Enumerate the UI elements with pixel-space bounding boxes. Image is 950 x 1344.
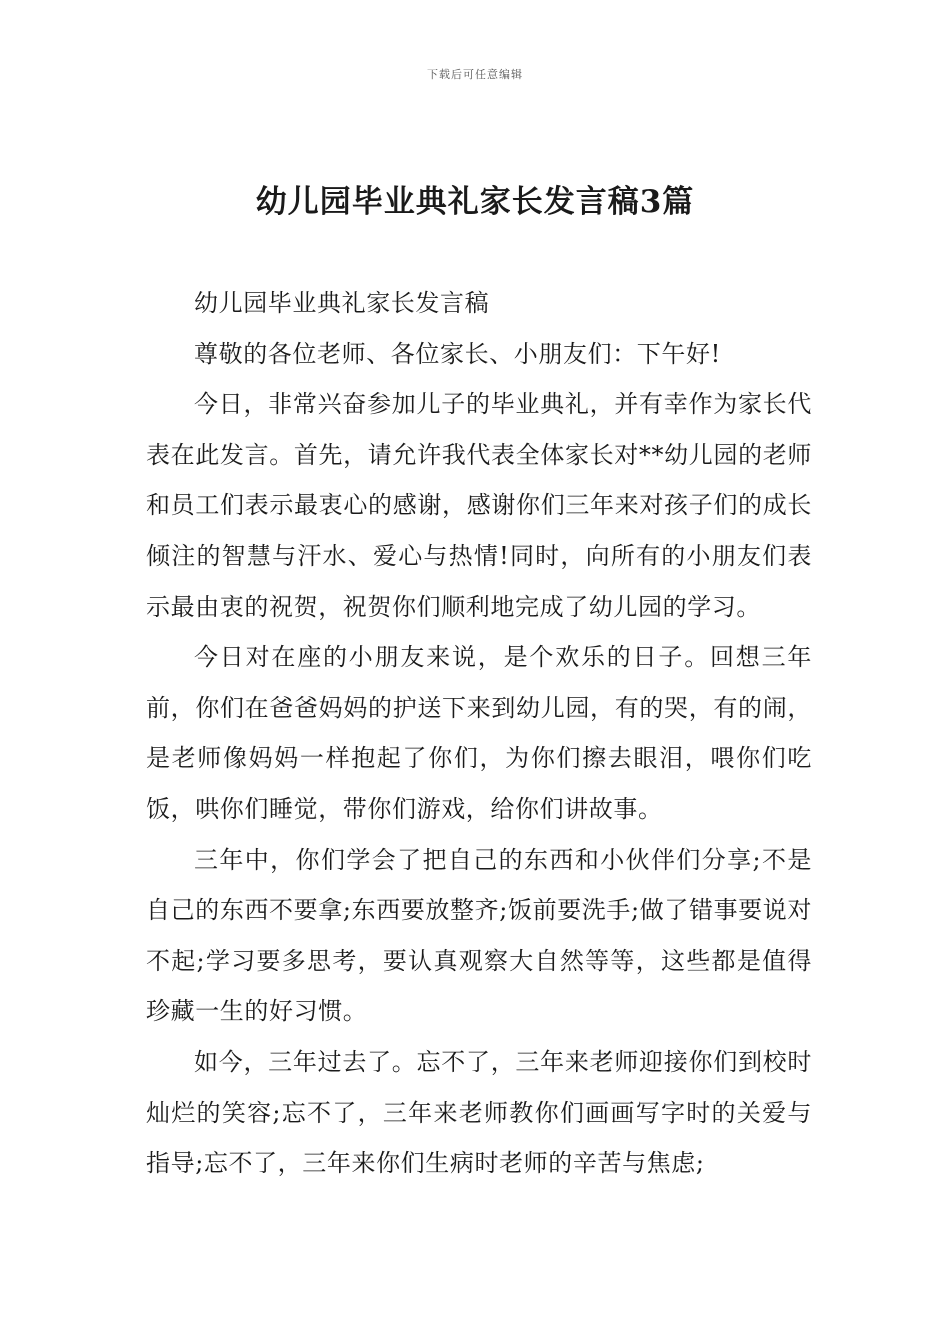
subtitle-paragraph: 幼儿园毕业典礼家长发言稿 [194,289,490,317]
body-paragraph: 如今，三年过去了。忘不了，三年来老师迎接你们到校时灿烂的笑容;忘不了，三年来老师教你们画画写字时的关爱与指导;忘不了，三年来你们生病时老师的辛苦与焦虑; [146,1047,812,1178]
document-title: 幼儿园毕业典礼家长发言稿3篇 [255,184,695,220]
body-paragraph: 三年中，你们学会了把自己的东西和小伙伴们分享;不是自己的东西不要拿;东西要放整齐;饭前要洗手;做了错事要说对不起;学习要多思考，要认真观察大自然等等，这些都是值得珍藏一生的好习惯。 [146,845,812,1026]
header-note: 下载后可任意编辑 [427,68,523,81]
body-paragraph: 今日，非常兴奋参加儿子的毕业典礼，并有幸作为家长代表在此发言。首先，请允许我代表全体家长对**幼儿园的老师和员工们表示最衷心的感谢，感谢你们三年来对孩子们的成长倾注的智慧与汗水、爱心与热情!同时，向所有的小朋友们表示最由衷的祝贺，祝贺你们顺利地完成了幼儿园的学习。 [146,390,812,621]
body-paragraph: 今日对在座的小朋友来说，是个欢乐的日子。回想三年前，你们在爸爸妈妈的护送下来到幼儿园，有的哭，有的闹，是老师像妈妈一样抱起了你们，为你们擦去眼泪，喂你们吃饭，哄你们睡觉，带你们游戏，给你们讲故事。 [146,643,812,823]
document-body [146,278,812,1189]
greeting-paragraph: 尊敬的各位老师、各位家长、小朋友们：下午好! [194,339,721,368]
